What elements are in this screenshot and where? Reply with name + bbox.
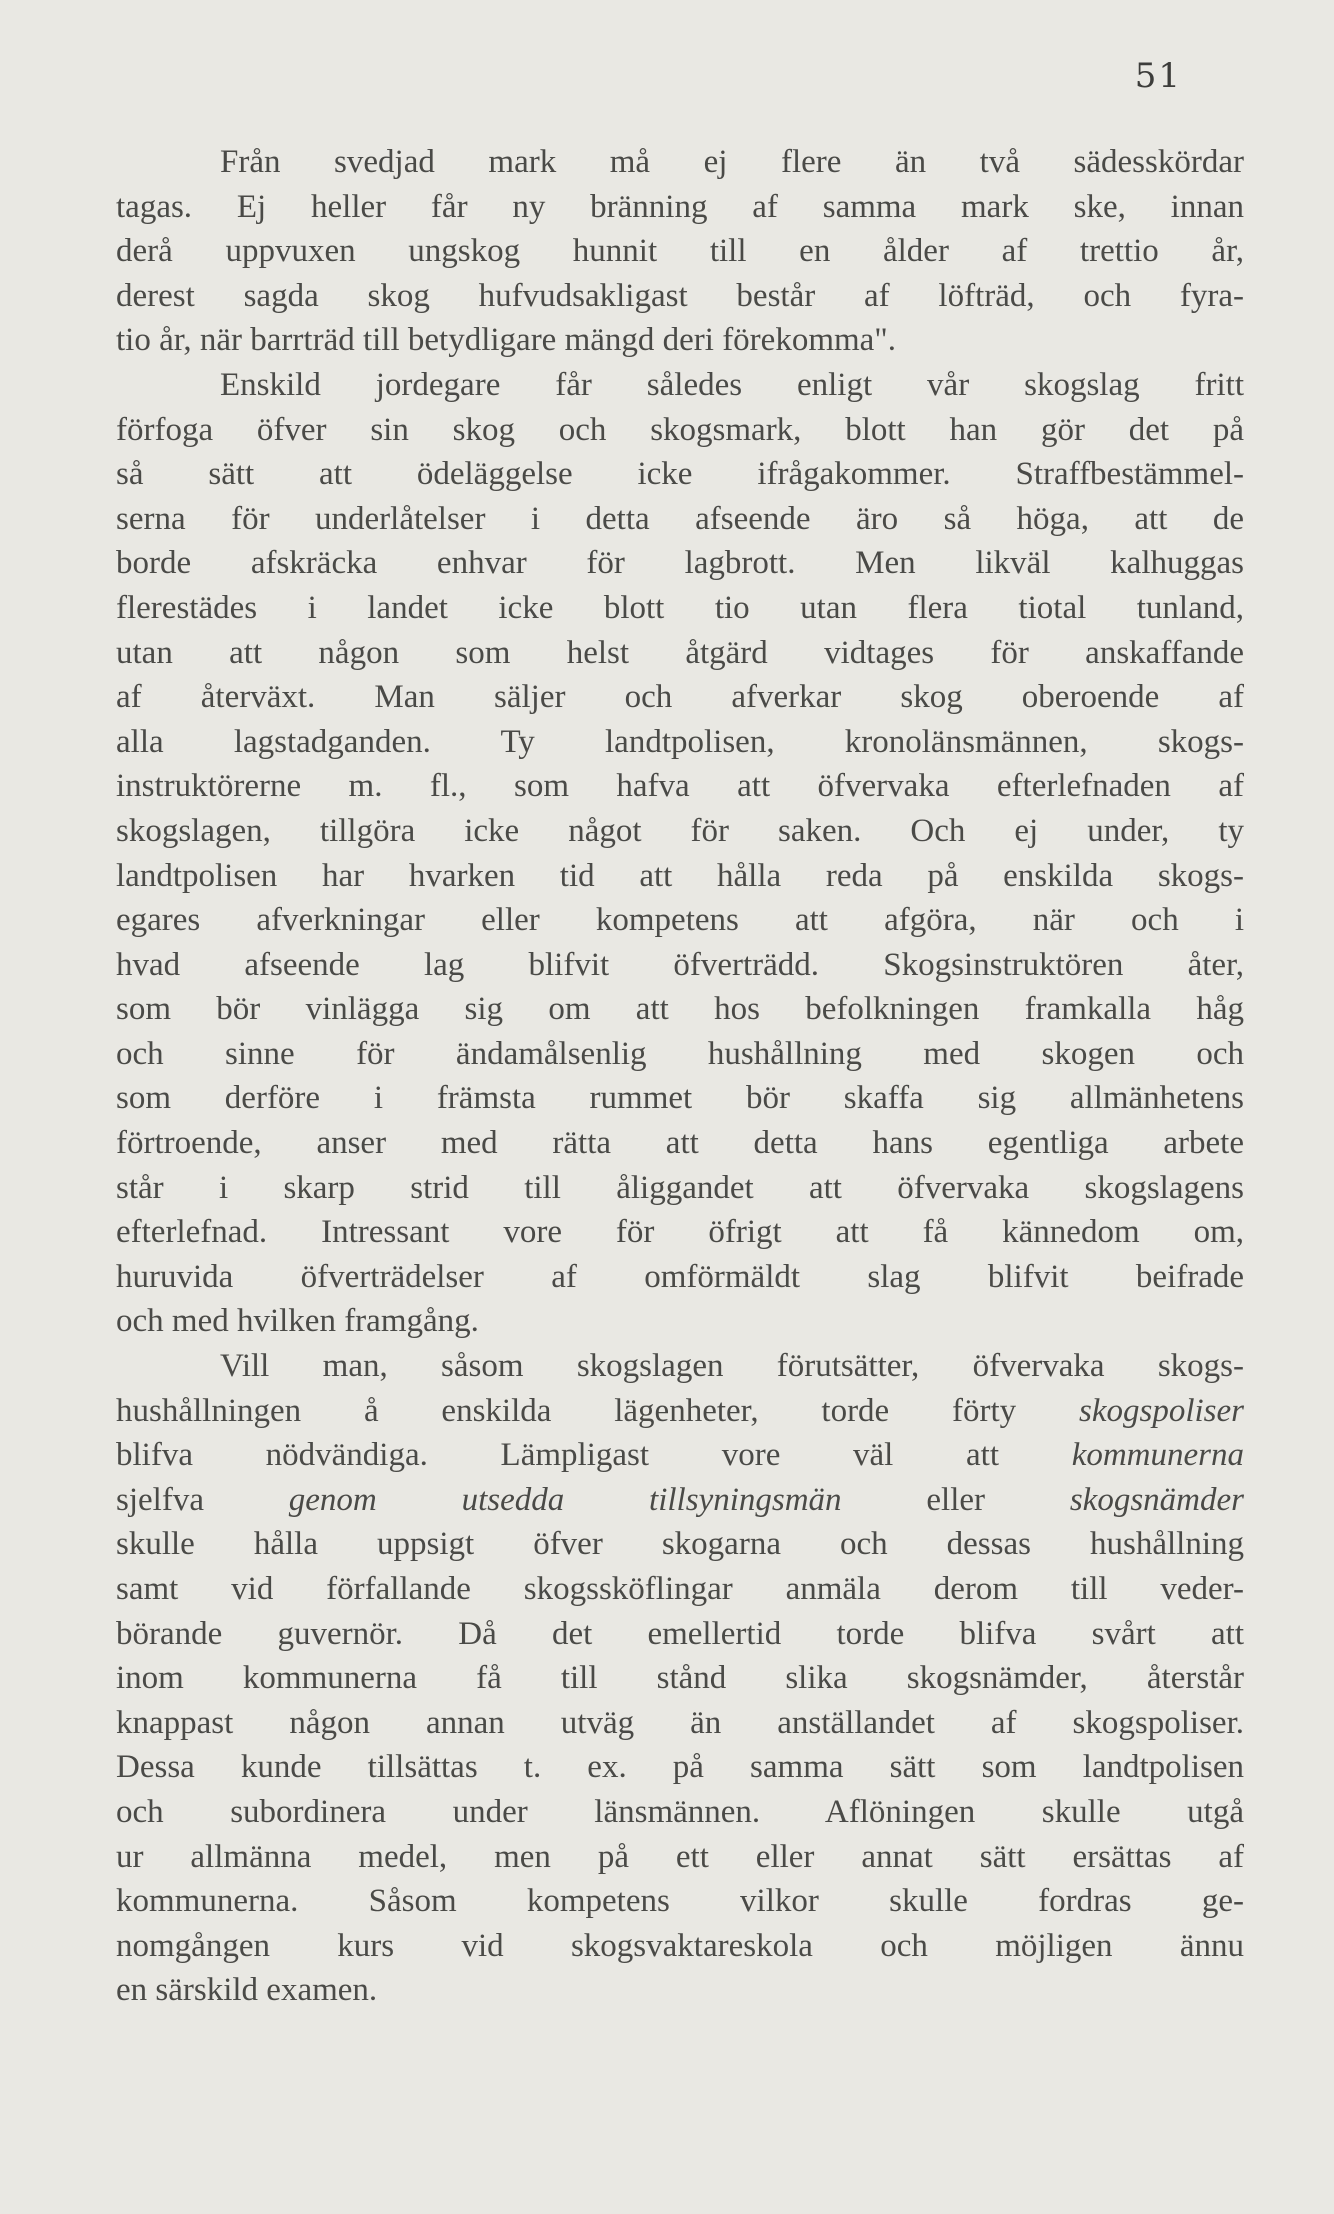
text-line: Vill man, såsom skogslagen förutsätter, öfvervaka skogs- [220, 1348, 1244, 1385]
text-line: samt vid förfallande skogssköflingar anmäla derom till veder- [116, 1571, 1244, 1607]
text-line: instruktörerne m. fl., som hafva att öfvervaka efterlefnaden af [116, 768, 1244, 805]
text-line: och med hvilken framgång. [116, 1303, 479, 1340]
text-line: af återväxt. Man säljer och afverkar skog oberoende af [116, 679, 1244, 716]
text-line: serna för underlåtelser i detta afseende äro så höga, att de [116, 500, 1244, 537]
text-line: så sätt att ödeläggelse icke ifrågakommer. Straffbestämmel- [116, 456, 1244, 493]
italic-term: skogsnämder [1069, 1481, 1244, 1518]
text-line: derest sagda skog hufvudsakligast består af löfträd, och fyra- [116, 277, 1244, 314]
text-line [116, 1478, 1244, 1523]
text-line: nomgången kurs vid skogsvaktareskola och möjligen ännu [116, 1927, 1244, 1964]
text-segment: hushållningen å enskilda lägenheter, torde förty [116, 1392, 1079, 1429]
text-line: som bör vinlägga sig om att hos befolkningen framkalla håg [116, 991, 1244, 1028]
text-line [116, 1389, 1244, 1434]
text-line: inom kommunerna få till stånd slika skogsnämder, återstår [116, 1660, 1244, 1697]
text-line [116, 1433, 1244, 1478]
text-line: förfoga öfver sin skog och skogsmark, blott han gör det på [116, 411, 1244, 448]
text-line: ur allmänna medel, men på ett eller annat sätt ersättas af [116, 1838, 1244, 1875]
text-line: förtroende, anser med rätta att detta hans egentliga arbete [116, 1125, 1244, 1162]
text-line: Från svedjad mark må ej flere än två sädesskördar [220, 144, 1244, 180]
text-line: och sinne för ändamålsenlig hushållning med skogen och [116, 1035, 1244, 1072]
italic-term: kommunerna [1071, 1437, 1244, 1474]
text-line: skulle hålla uppsigt öfver skogarna och dessas hushållning [116, 1526, 1244, 1563]
text-line: utan att någon som helst åtgärd vidtages för anskaffande [116, 634, 1244, 671]
text-segment: sjelfva [116, 1481, 289, 1518]
text-line: hvad afseende lag blifvit öfverträdd. Skogsinstruktören åter, [116, 946, 1244, 983]
text-line: huruvida öfverträdelser af omförmäldt slag blifvit beifrade [116, 1258, 1244, 1295]
text-line: derå uppvuxen ungskog hunnit till en ålder af trettio år, [116, 233, 1244, 270]
text-line: som derföre i främsta rummet bör skaffa sig allmänhetens [116, 1080, 1244, 1117]
text-line: alla lagstadganden. Ty landtpolisen, kronolänsmännen, skogs- [116, 723, 1244, 760]
text-line: står i skarp strid till åliggandet att öfvervaka skogslagens [116, 1169, 1244, 1206]
text-line: och subordinera under länsmännen. Aflöningen skulle utgå [116, 1793, 1244, 1830]
text-line: Enskild jordegare får således enligt vår skogslag fritt [220, 366, 1244, 403]
body-text [116, 140, 1244, 2013]
text-line: knappast någon annan utväg än anställandet af skogspoliser. [116, 1704, 1244, 1741]
text-line: egares afverkningar eller kompetens att afgöra, när och i [116, 902, 1244, 939]
italic-term: genom utsedda tillsyningsmän [288, 1481, 842, 1518]
text-line: börande guvernör. Då det emellertid torde blifva svårt att [116, 1615, 1244, 1652]
text-line: tagas. Ej heller får ny bränning af samma mark ske, innan [116, 188, 1244, 225]
text-line: kommunerna. Såsom kompetens vilkor skulle fordras ge- [116, 1883, 1244, 1920]
text-line: tio år, när barrträd till betydligare mängd deri förekomma". [116, 322, 897, 359]
text-line: flerestädes i landet icke blott tio utan flera tiotal tunland, [116, 589, 1244, 626]
page-number: 51 [1134, 56, 1182, 96]
text-line: en särskild examen. [116, 1972, 378, 2009]
italic-term: skogspoliser [1079, 1392, 1244, 1429]
text-segment: eller [841, 1481, 1070, 1518]
text-line: landtpolisen har hvarken tid att hålla reda på enskilda skogs- [116, 857, 1244, 894]
text-line: borde afskräcka enhvar för lagbrott. Men likväl kalhuggas [116, 545, 1244, 582]
text-line: efterlefnad. Intressant vore för öfrigt att få kännedom om, [116, 1214, 1244, 1251]
text-line: skogslagen, tillgöra icke något för saken. Och ej under, ty [116, 812, 1244, 849]
text-segment: blifva nödvändiga. Lämpligast vore väl att [116, 1437, 1072, 1474]
text-line: Dessa kunde tillsättas t. ex. på samma sätt som landtpolisen [116, 1749, 1244, 1786]
